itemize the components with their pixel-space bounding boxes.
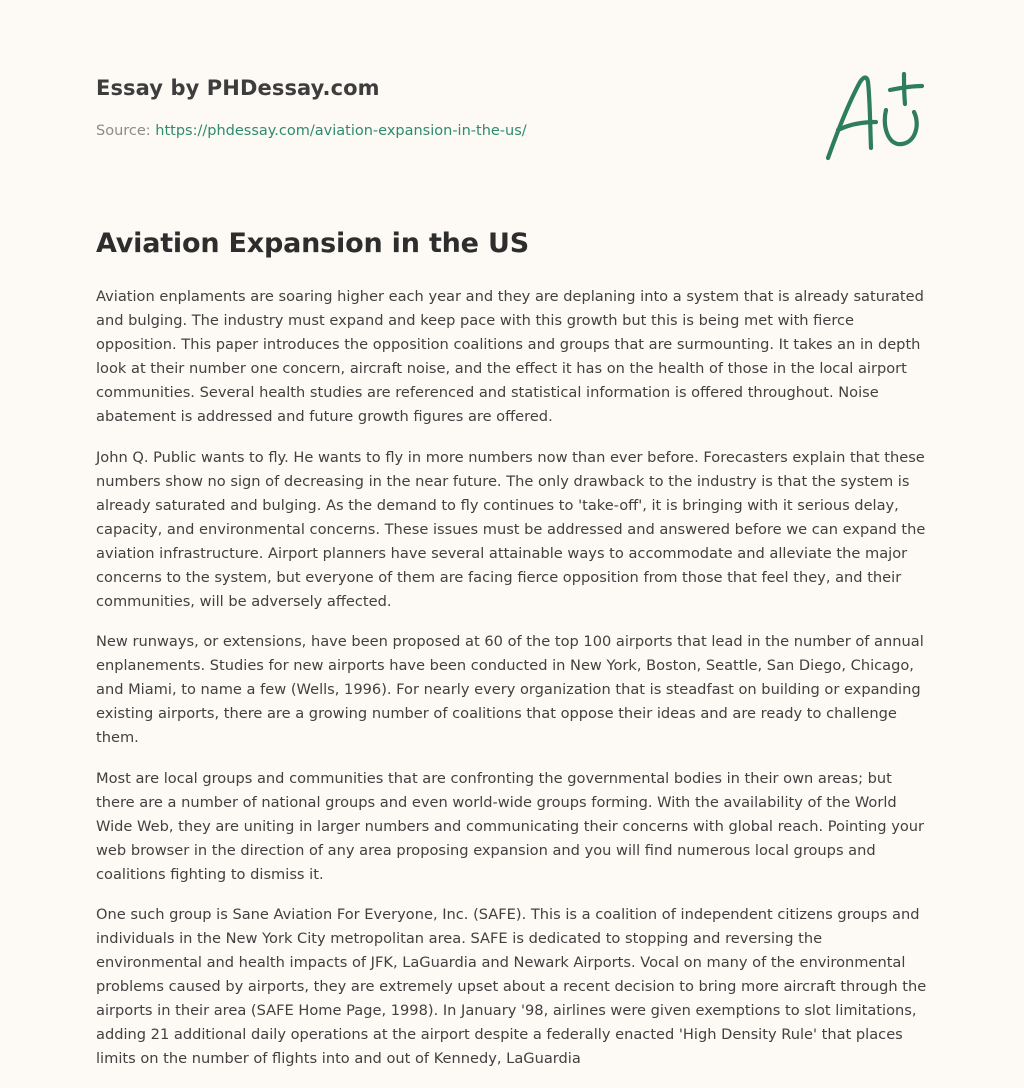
essay-title: Aviation Expansion in the US: [96, 228, 529, 259]
site-brand: Essay by PHDessay.com: [96, 76, 380, 100]
essay-page: [96, 0, 928, 1067]
essay-body: [96, 285, 930, 1088]
source-line: [96, 123, 527, 139]
essay-paragraph: Aviation enplaments are soaring higher each year and they are deplaning into a system that is already saturated and bulging. The industry must expand and keep pace with this growth but this is being met with fierce opposition. This paper introduces the opposition coalitions and groups that are surmounting. It takes an in depth look at their number one concern, aircraft noise, and the effect it has on the health of those in the local airport communities. Several health studies are referenced and statistical information is offered throughout. Noise abatement is addressed and future growth figures are offered.: [96, 288, 924, 425]
essay-paragraph: Most are local groups and communities that are confronting the governmental bodies in their own areas; but there are a number of national groups and even world-wide groups forming. With the availability of the World Wide Web, they are uniting in larger numbers and communicating their concerns with global reach. Pointing your web browser in the direction of any area proposing expansion and you will find numerous local groups and coalitions fighting to dismiss it.: [96, 769, 925, 883]
essay-paragraph: John Q. Public wants to fly. He wants to fly in more numbers now than ever before. Forecasters explain that these numbers show no sign of decreasing in the near future. The only drawback to the industry is that the system is already saturated and bulging. As the demand to fly continues to 'take-off', it is bringing with it serious delay, capacity, and environmental concerns. These issues must be addressed and answered before we can expand the aviation infrastructure. Airport planners have several attainable ways to accommodate and alleviate the major concerns to the system, but everyone of them are facing fierce opposition from those that feel they, and their communities, will be adversely affected.: [96, 448, 926, 610]
essay-paragraph: One such group is Sane Aviation For Everyone, Inc. (SAFE). This is a coalition of independent citizens groups and individuals in the New York City metropolitan area. SAFE is dedicated to stopping and reversing the environmental and health impacts of JFK, LaGuardia and Newark Airports. Vocal on many of the environmental problems caused by airports, they are extremely upset about a recent decision to bring more aircraft through the airports in their area (SAFE Home Page, 1998). In January '98, airlines were given exemptions to slot limitations, adding 21 additional daily operations at the airport despite a federally enacted 'High Density Rule' that places limits on the number of flights into and out of Kennedy, LaGuardia: [96, 906, 927, 1067]
page-header: [96, 0, 928, 190]
essay-paragraph: New runways, or extensions, have been proposed at 60 of the top 100 airports that lead in the number of annual enplanements. Studies for new airports have been conducted in New York, Boston, Seattle, San Diego, Chicago, and Miami, to name a few (Wells, 1996). For nearly every organization that is steadfast on building or expanding existing airports, there are a growing number of coalitions that oppose their ideas and are ready to challenge them.: [96, 633, 924, 746]
source-label: Source:: [96, 123, 156, 139]
a-plus-logo-icon: [824, 70, 924, 162]
source-link[interactable]: https://phdessay.com/aviation-expansion-in-the-us/: [155, 123, 527, 139]
